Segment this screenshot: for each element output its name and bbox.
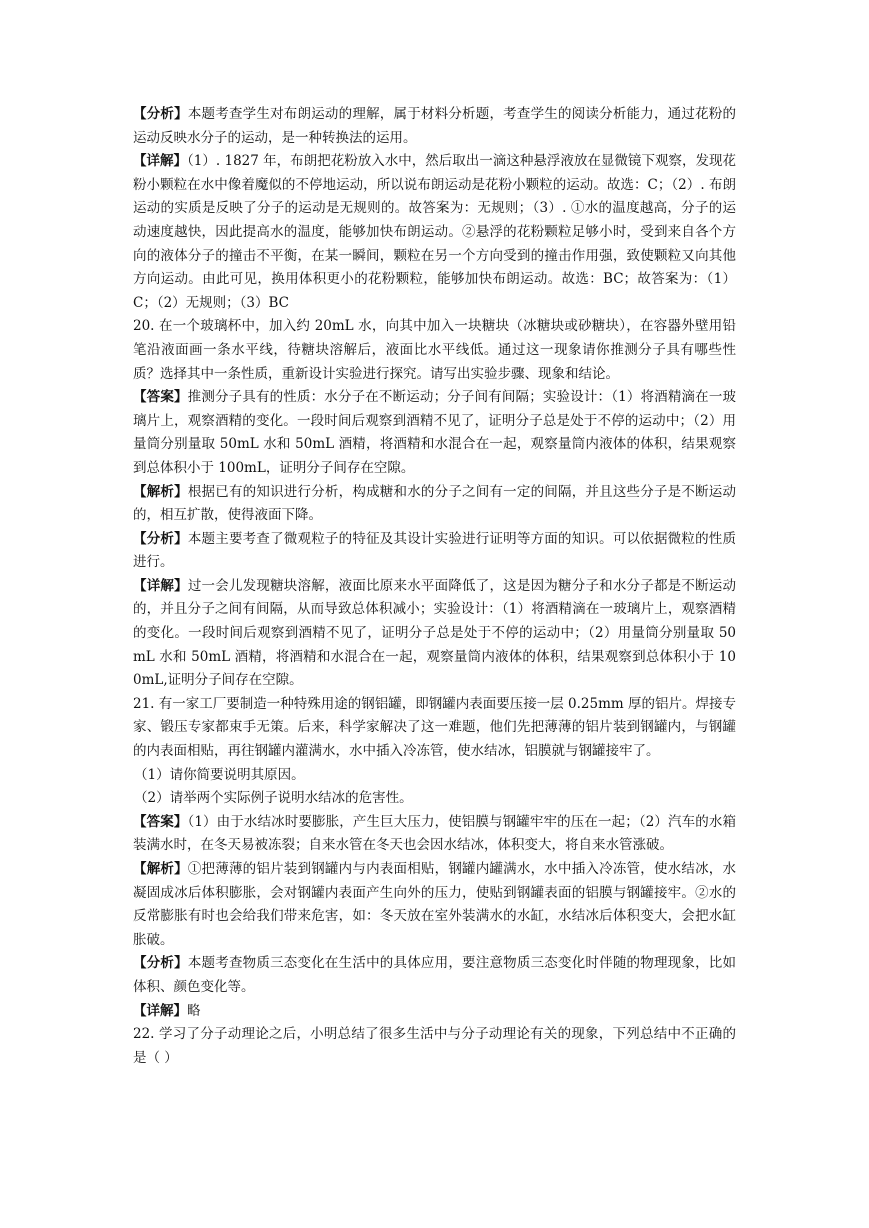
analysis-text: 本题考查学生对布朗运动的理解，属于材料分析题，考查学生的阅读分析能力，通过花粉的运动反映水分子的运动，是一种转换法的运用。	[133, 106, 737, 146]
explanation-label: 【解析】	[133, 483, 188, 500]
detail-paragraph-21	[133, 1000, 736, 1024]
question-22-text: 22. 学习了分子动理论之后，小明总结了很多生活中与分子动理论有关的现象，下列总结中不正确的是（ ）	[133, 1026, 736, 1066]
question-21-text: 21. 有一家工厂要制造一种特殊用途的钢铝罐，即钢罐内表面要压接一层 0.25mm 厚的铝片。焊接专家、锻压专家都束手无策。后来，科学家解决了这一难题，他们先把薄薄的铝片装到钢罐内，与钢罐的内表面相贴，再往钢罐内灌满水，水中插入冷冻管，使水结冰，铝膜就与钢罐接牢了。	[133, 695, 737, 760]
analysis-label: 【分析】	[133, 530, 188, 547]
explanation-label: 【解析】	[133, 861, 188, 877]
analysis-label: 【分析】	[133, 106, 188, 122]
answer-paragraph-20	[133, 386, 736, 480]
question-22	[133, 1023, 736, 1070]
analysis-paragraph-19	[133, 103, 736, 150]
answer-text: 推测分子具有的性质：水分子在不断运动；分子间有间隔；实验设计：（1）将酒精滴在一玻璃片上，观察酒精的变化。一段时间后观察到酒精不见了，证明分子总是处于不停的运动中；（2）用量筒分别量取 50mL 水和 50mL 酒精，将酒精和水混合在一起，观察量筒内液体的体积，结果观察到总体积小于 100mL，证明分子间存在空隙。	[133, 389, 736, 476]
explanation-text: 根据已有的知识进行分析，构成糖和水的分子之间有一定的间隔，并且这些分子是不断运动的，相互扩散，使得液面下降。	[133, 483, 737, 524]
detail-text: （1）. 1827 年，布朗把花粉放入水中，然后取出一滴这种悬浮液放在显微镜下观察，发现花粉小颗粒在水中像着魔似的不停地运动，所以说布朗运动是花粉小颗粒的运动。故选：C；（2）. 布朗运动的实质是反映了分子的运动是无规则的。故答案为：无规则；（3）. ①水的温度越高，分子的运动速度越快，因此提高水的温度，能够加快布朗运动。②悬浮的花粉颗粒足够小时，受到来自各个方向的液体分子的撞击不平衡，在某一瞬间，颗粒在另一个方向受到的撞击作用强，致使颗粒又向其他方向运动。由此可见，换用体积更小的花粉颗粒，能够加快布朗运动。故选：BC；故答案为：（1）C；（2）无规则；（3）BC	[133, 153, 736, 311]
analysis-paragraph-21	[133, 952, 736, 999]
detail-label: 【详解】	[133, 153, 188, 170]
detail-paragraph-19	[133, 150, 736, 315]
question-20-text: 20. 在一个玻璃杯中，加入约 20mL 水，向其中加入一块糖块（冰糖块或砂糖块），在容器外壁用铅笔沿液面画一条水平线，待糖块溶解后，液面比水平线低。通过这一现象请你推测分子具有哪些性质？选择其中一条性质，重新设计实验进行探究。请写出实验步骤、现象和结论。	[133, 318, 736, 382]
question-21-part-1-text: （1）请你简要说明其原因。	[134, 766, 305, 783]
detail-text: 过一会儿发现糖块溶解，液面比原来水平面降低了，这是因为糖分子和水分子都是不断运动的，并且分子之间有间隔，从而导致总体积减小；实验设计：（1）将酒精滴在一玻璃片上，观察酒精的变化。一段时间后观察到酒精不见了，证明分子总是处于不停的运动中；（2）用量筒分别量取 50mL 水和 50mL 酒精，将酒精和水混合在一起，观察量筒内液体的体积，结果观察到总体积小于 100mL,证明分子间存在空隙。	[133, 577, 737, 689]
question-21-part-2	[133, 787, 736, 811]
question-21-part-1	[133, 764, 736, 788]
analysis-paragraph-20	[133, 528, 736, 575]
answer-paragraph-21	[133, 811, 736, 858]
explanation-paragraph-20	[133, 481, 736, 528]
question-20	[133, 315, 736, 386]
question-21	[133, 693, 736, 764]
explanation-paragraph-21	[133, 858, 736, 952]
analysis-label: 【分析】	[133, 955, 188, 972]
explanation-text: ①把薄薄的铝片装到钢罐内与内表面相贴，钢罐内罐满水，水中插入冷冻管，使水结冰，水凝固成冰后体积膨胀，会对钢罐内表面产生向外的压力，使贴到钢罐表面的铝膜与钢罐接牢。②水的反常膨胀有时也会给我们带来危害，如：冬天放在室外装满水的水缸，水结冰后体积变大，会把水缸胀破。	[133, 861, 737, 948]
analysis-text: 本题考查物质三态变化在生活中的具体应用，要注意物质三态变化时伴随的物理现象，比如体积、颜色变化等。	[133, 955, 737, 995]
answer-label: 【答案】	[133, 389, 188, 406]
detail-label: 【详解】	[133, 577, 188, 594]
analysis-text: 本题主要考查了微观粒子的特征及其设计实验进行证明等方面的知识。可以依据微粒的性质进行。	[133, 530, 737, 571]
detail-label: 【详解】	[133, 1002, 187, 1019]
question-21-part-2-text: （2）请举两个实际例子说明水结冰的危害性。	[134, 790, 413, 807]
document-page	[133, 103, 736, 1070]
detail-text: 略	[187, 1002, 201, 1019]
answer-label: 【答案】	[133, 813, 188, 830]
answer-text: （1）由于水结冰时要膨胀，产生巨大压力，使铝膜与钢罐牢牢的压在一起；（2）汽车的水箱装满水时，在冬天易被冻裂；自来水管在冬天也会因水结冰，体积变大，将自来水管涨破。	[133, 813, 737, 854]
detail-paragraph-20	[133, 575, 736, 693]
